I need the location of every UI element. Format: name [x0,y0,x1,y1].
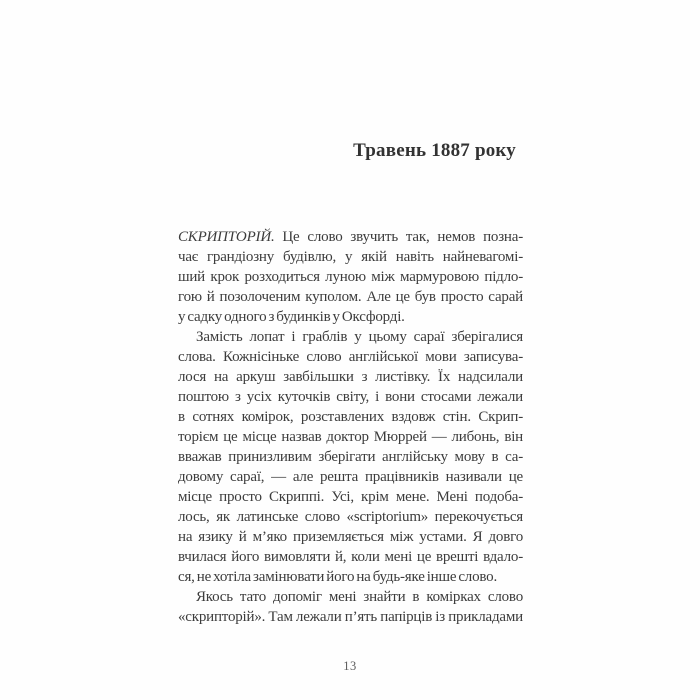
body-text [178,227,523,627]
text-line: вчилася його вимовляти й, коли мені це врешті вдало- [178,549,523,565]
text-line: у садку одного з будинків у Оксфорді. [178,309,405,325]
text-line: лося на аркуш завбільшки з листівку. Їх надсилали [178,369,523,385]
text-line: лось, як латинське слово «scriptorium» перекочується [178,509,523,525]
text-line: СКРИПТОРІЙ. Це слово звучить так, немов позна- [178,229,523,245]
text-line: Замість лопат і граблів у цьому сараї зберігалися [196,329,523,345]
lead-word: СКРИПТОРІЙ. [178,229,275,245]
text-line: Якось тато допоміг мені знайти в комірках слово [196,589,523,605]
text-line: ся, не хотіла замінювати його на будь-яке інше слово. [178,569,498,585]
text-line: гою й позолоченим куполом. Але це був просто сарай [178,289,523,305]
text-line: на язику й м’яко приземляється між устами. Я довго [178,529,523,545]
text-line: ший крок розходиться луною між мармуровою підло- [178,269,523,285]
text-line: поштою з усіх куточків світу, і вони стосами лежали [178,389,523,405]
text-line: «скрипторій». Там лежали п’ять папірців із прикладами [178,609,523,625]
text-line: місце просто Скриппі. Усі, крім мене. Мені подоба- [178,489,523,505]
text-line: в сотнях комірок, розставлених вздовж стін. Скрип- [178,409,523,425]
text-line: слова. Кожнісіньке слово англійської мови записува- [178,349,523,365]
text-line: вважав принизливим зберігати англійську мову в са- [178,449,523,465]
chapter-title: Травень 1887 року [353,140,516,161]
text-line: торієм це місце назвав доктор Мюррей — либонь, він [178,429,523,445]
text-line: чає грандіозну будівлю, у якій навіть найневагомі- [178,249,523,265]
text-line: довому сараї, — але решта працівників називали це [178,469,523,485]
page-number: 13 [343,659,357,673]
